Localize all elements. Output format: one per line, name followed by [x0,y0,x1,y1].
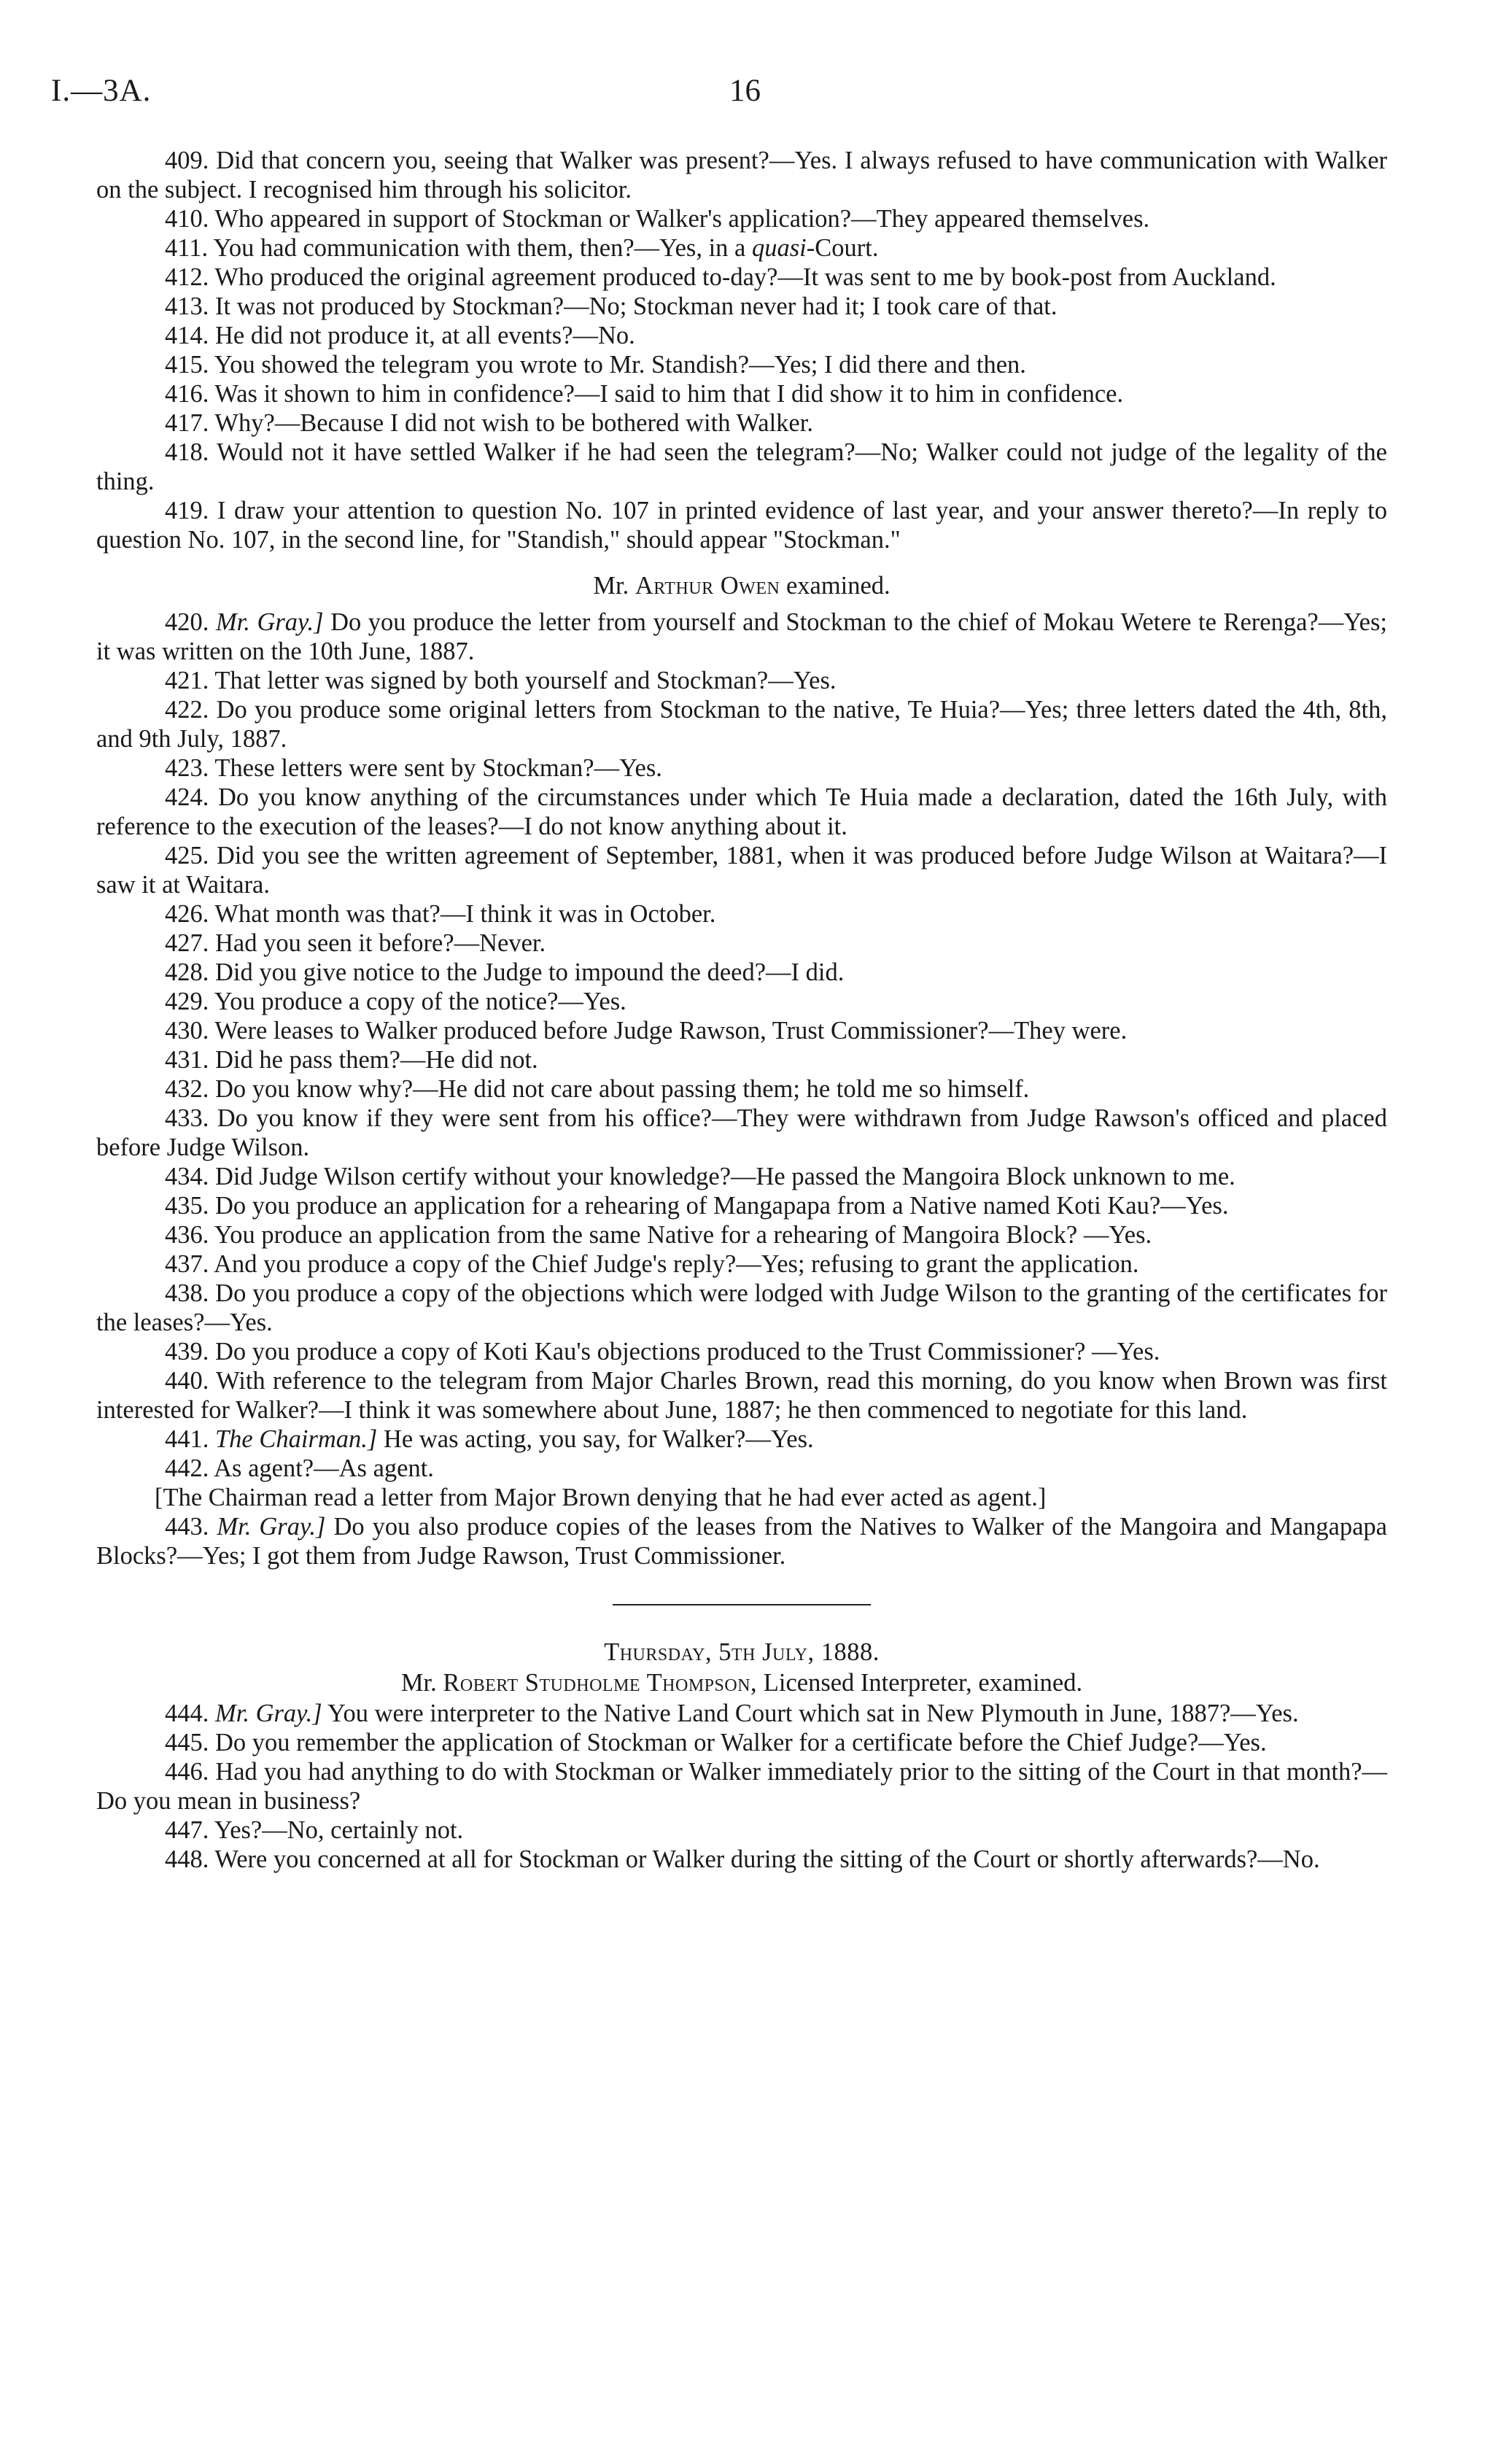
witness-heading [96,571,1387,600]
question-number: 418. [165,438,209,466]
evidence-block-2 [96,608,1387,1570]
question-number: 426. [165,900,209,928]
question-answer [96,1220,1387,1250]
question-number: 417. [165,409,209,437]
question-number: 431. [165,1046,209,1074]
question-text: You showed the telegram you wrote to Mr. Standish?—Yes; I did there and then. [214,351,1026,379]
question-number: 411. [165,234,209,262]
question-answer [96,753,1387,783]
question-number: 422. [165,696,209,724]
question-answer [96,929,1387,958]
date-heading: Thursday, 5th July, 1888. [604,1638,880,1666]
question-number: 424. [165,783,209,811]
question-answer [96,350,1387,379]
question-text: You were interpreter to the Native Land Court which sat in New Plymouth in June, 1887?—Yes. [327,1700,1299,1727]
question-text: Do you know why?—He did not care about passing them; he told me so himself. [215,1075,1030,1103]
document-body [96,146,1387,1874]
question-answer [96,438,1387,496]
question-answer [96,1425,1387,1454]
witness-role: Licensed Interpreter, examined. [763,1669,1083,1697]
question-answer [96,321,1387,350]
speaker: Mr. Gray.] [215,1700,322,1727]
question-text: Do you produce a copy of the objections which were lodged with Judge Wilson to the granting of the certificates for the leases?—Yes. [96,1279,1388,1336]
question-answer [96,1757,1387,1816]
question-answer [96,292,1387,321]
question-number: 421. [165,667,209,694]
question-number: 428. [165,958,209,986]
question-number: 427. [165,929,209,957]
question-answer [96,1104,1387,1162]
witness-role: examined. [785,572,890,600]
witness-title: Mr. [593,572,629,600]
question-answer [96,1074,1387,1104]
question-text: Did he pass them?—He did not. [215,1046,538,1074]
question-text: Did you give notice to the Judge to impound the deed?—I did. [215,958,845,986]
question-answer [96,1845,1387,1874]
question-text: Do you remember the application of Stockman or Walker for a certificate before the Chief Judge?—Yes. [215,1729,1267,1756]
question-answer [96,1512,1387,1570]
question-number: 420. [165,608,209,636]
question-answer [96,204,1387,233]
question-answer [96,1337,1387,1366]
question-answer [96,233,1387,263]
question-text: You produce an application from the same Native for a rehearing of Mangoira Block? —Yes. [214,1221,1152,1249]
question-answer [96,899,1387,929]
question-number: 437. [165,1250,209,1278]
question-answer [96,1016,1387,1045]
question-text: Did that concern you, seeing that Walker was present?—Yes. I always refused to have communication with Walker on the subject. I recognised him through his solicitor. [96,147,1387,204]
question-answer [96,496,1387,554]
evidence-block-3 [96,1699,1387,1874]
question-number: 441. [165,1425,209,1453]
question-number: 433. [165,1104,209,1132]
question-text: What month was that?—I think it was in October. [214,900,716,928]
question-number: 416. [165,380,209,408]
question-text: With reference to the telegram from Major Charles Brown, read this morning, do you know when Brown was first interested for Walker?—I think it was somewhere about June, 1887; he then commenced to negotiate for this land. [96,1367,1387,1424]
question-text: That letter was signed by both yourself and Stockman?—Yes. [214,667,837,694]
question-text: Do you also produce copies of the leases from the Natives to Walker of the Mangoira and Mangapapa Blocks?—Yes; I got them from Judge Rawson, Trust Commissioner. [96,1513,1387,1570]
section-divider [613,1604,871,1605]
question-text: These letters were sent by Stockman?—Yes. [214,754,662,782]
running-header [51,73,1439,117]
witness-name: Arthur Owen [635,572,780,600]
question-answer [96,1279,1387,1337]
question-text: Do you produce some original letters from Stockman to the native, Te Huia?—Yes; three letters dated the 4th, 8th, and 9th July, 1887. [96,696,1388,753]
question-number: 409. [165,147,209,174]
question-text: Do you produce a copy of Koti Kau's objections produced to the Trust Commissioner? —Yes. [215,1338,1160,1365]
question-text: You produce a copy of the notice?—Yes. [214,988,626,1015]
question-number: 412. [165,263,209,291]
question-text: Did Judge Wilson certify without your knowledge?—He passed the Mangoira Block unknown to me. [215,1163,1235,1190]
question-answer [96,666,1387,695]
question-number: 415. [165,351,209,379]
question-number: 448. [165,1845,209,1873]
question-text: He did not produce it, at all events?—No. [215,322,635,349]
question-answer [96,146,1387,204]
question-number: 445. [165,1729,209,1756]
question-text: As agent?—As agent. [214,1454,434,1482]
question-answer [96,408,1387,438]
speaker: The Chairman.] [215,1425,378,1453]
question-number: 438. [165,1279,209,1307]
question-text: Do you produce an application for a rehearing of Mangapapa from a Native named Koti Kau?—Yes. [215,1192,1229,1220]
question-answer [96,1191,1387,1220]
question-answer [96,958,1387,987]
question-text: Who appeared in support of Stockman or Walker's application?—They appeared themselves. [214,205,1150,233]
speaker: Mr. Gray.] [217,1513,326,1541]
question-answer [96,1250,1387,1279]
question-number: 434. [165,1163,209,1190]
question-text: Did you see the written agreement of September, 1881, when it was produced before Judge Wilson at Waitara?—I saw it at Waitara. [96,842,1388,899]
question-number: 419. [165,497,209,524]
question-answer [96,987,1387,1016]
question-answer [96,1045,1387,1074]
question-answer [96,783,1387,841]
question-text: Had you had anything to do with Stockman or Walker immediately prior to the sitting of the Court in that month?—Do you mean in business? [96,1758,1388,1815]
question-number: 423. [165,754,209,782]
question-number: 432. [165,1075,209,1103]
witness-title: Mr. [400,1669,437,1697]
question-text: You had communication with them, then?—Yes, in a quasi-Court. [213,234,879,262]
witness-name: Robert Studholme Thompson, [443,1669,758,1697]
question-number: 446. [165,1758,209,1786]
question-text: He was acting, you say, for Walker?—Yes. [384,1425,814,1453]
question-number: 429. [165,988,209,1015]
speaker: Mr. Gray.] [215,608,324,636]
question-text: Do you know anything of the circumstances under which Te Huia made a declaration, dated the 16th July, with reference to the execution of the leases?—I do not know anything about it. [96,783,1387,840]
question-answer [96,1728,1387,1757]
question-text: Who produced the original agreement produced to-day?—It was sent to me by book-post from Auckland. [214,263,1276,291]
question-number: 413. [165,292,209,320]
question-text: I draw your attention to question No. 107 in printed evidence of last year, and your answer thereto?—In reply to question No. 107, in the second line, for "Standish," should appear "Stockman." [96,497,1387,554]
question-answer [96,841,1387,899]
question-answer [96,608,1387,666]
question-answer [96,1699,1387,1728]
question-number: 444. [165,1700,209,1727]
evidence-block-1 [96,146,1387,554]
question-answer [96,1162,1387,1191]
question-number: 442. [165,1454,209,1482]
question-answer [96,263,1387,292]
question-answer [96,379,1387,408]
question-number: 414. [165,322,209,349]
question-number: 436. [165,1221,209,1249]
question-number: 447. [165,1816,209,1844]
question-answer [96,695,1387,753]
paper-reference: I.—3A. [51,74,152,108]
witness-heading [96,1668,1387,1697]
question-answer [96,1366,1387,1425]
question-text: Why?—Because I did not wish to be bothered with Walker. [214,409,813,437]
question-answer [96,1816,1387,1845]
question-text: Was it shown to him in confidence?—I said to him that I did show it to him in confidence. [214,380,1124,408]
question-text: Do you know if they were sent from his office?—They were withdrawn from Judge Rawson's officed and placed before Judge Wilson. [96,1104,1387,1161]
question-number: 430. [165,1017,209,1045]
question-number: 425. [165,842,209,869]
question-number: 410. [165,205,209,233]
question-text: Had you seen it before?—Never. [215,929,546,957]
question-text: Yes?—No, certainly not. [214,1816,464,1844]
editorial-note: [The Chairman read a letter from Major Brown denying that he had ever acted as agent.] [155,1484,1047,1511]
question-text: Were you concerned at all for Stockman or Walker during the sitting of the Court or shortly afterwards?—No. [214,1845,1320,1873]
question-text: Were leases to Walker produced before Judge Rawson, Trust Commissioner?—They were. [214,1017,1128,1045]
question-text: And you produce a copy of the Chief Judge's reply?—Yes; refusing to grant the application. [214,1250,1139,1278]
question-answer [96,1454,1387,1483]
question-number: 435. [165,1192,209,1220]
question-text: Would not it have settled Walker if he had seen the telegram?—No; Walker could not judge of the legality of the thing. [96,438,1387,495]
question-text: It was not produced by Stockman?—No; Stockman never had it; I took care of that. [215,292,1058,320]
question-text: Do you produce the letter from yourself and Stockman to the chief of Mokau Wetere te Rerenga?—Yes; it was written on the 10th June, 1887. [96,608,1387,665]
question-number: 443. [165,1513,209,1541]
question-number: 439. [165,1338,209,1365]
page-number: 16 [729,74,761,108]
question-number: 440. [165,1367,209,1395]
